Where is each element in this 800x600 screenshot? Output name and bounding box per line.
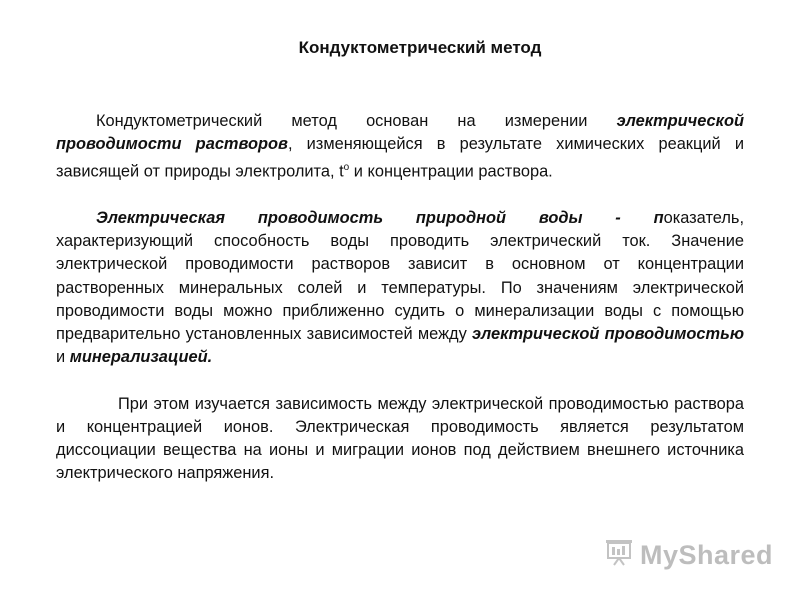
p1-degree-superscript: о — [343, 162, 350, 174]
p2-term-mineralization: минерализацией. — [69, 348, 213, 367]
p2-term-natural-water: Электрическая проводимость природной воды - п — [96, 209, 664, 228]
paragraph-3 — [56, 393, 744, 486]
slide-body — [56, 110, 744, 508]
p2-text-1: оказатель, характеризующий способность воды проводить электрический ток. Значение электрической проводимости растворов зависит в основном от концентрации растворенных минеральных солей и температуры. По значениям электрической проводимости воды можно приближенно судить о минерализации воды с помощью предварительно установленных зависимостей между — [56, 209, 744, 344]
paragraph-1 — [56, 110, 744, 184]
watermark — [604, 537, 773, 574]
page-title: Кондуктометрический метод — [298, 38, 542, 57]
p1-term-conductivity: электрической проводимости растворов — [56, 112, 744, 154]
projector-screen-icon — [604, 537, 640, 574]
p2-term-conductivity: электрической проводимостью — [472, 325, 744, 344]
p1-text-2: , изменяющейся в результате химических реакций и зависящей от природы электролита, t — [56, 135, 744, 181]
p1-text-3: и концентрации раствора. — [349, 162, 553, 181]
p1-text-1: Кондуктометрический метод основан на измерении — [96, 112, 617, 130]
p3-text-1: При этом изучается зависимость между электрической проводимостью раствора и концентрацией ионов. Электрическая проводимость является результатом диссоциации вещества на ионы и миграции ионов под действием внешнего источника электрического напряжения. — [56, 394, 744, 483]
p2-text-2: и — [56, 348, 70, 367]
watermark-text: MyShared — [640, 540, 774, 570]
paragraph-2 — [56, 207, 744, 369]
